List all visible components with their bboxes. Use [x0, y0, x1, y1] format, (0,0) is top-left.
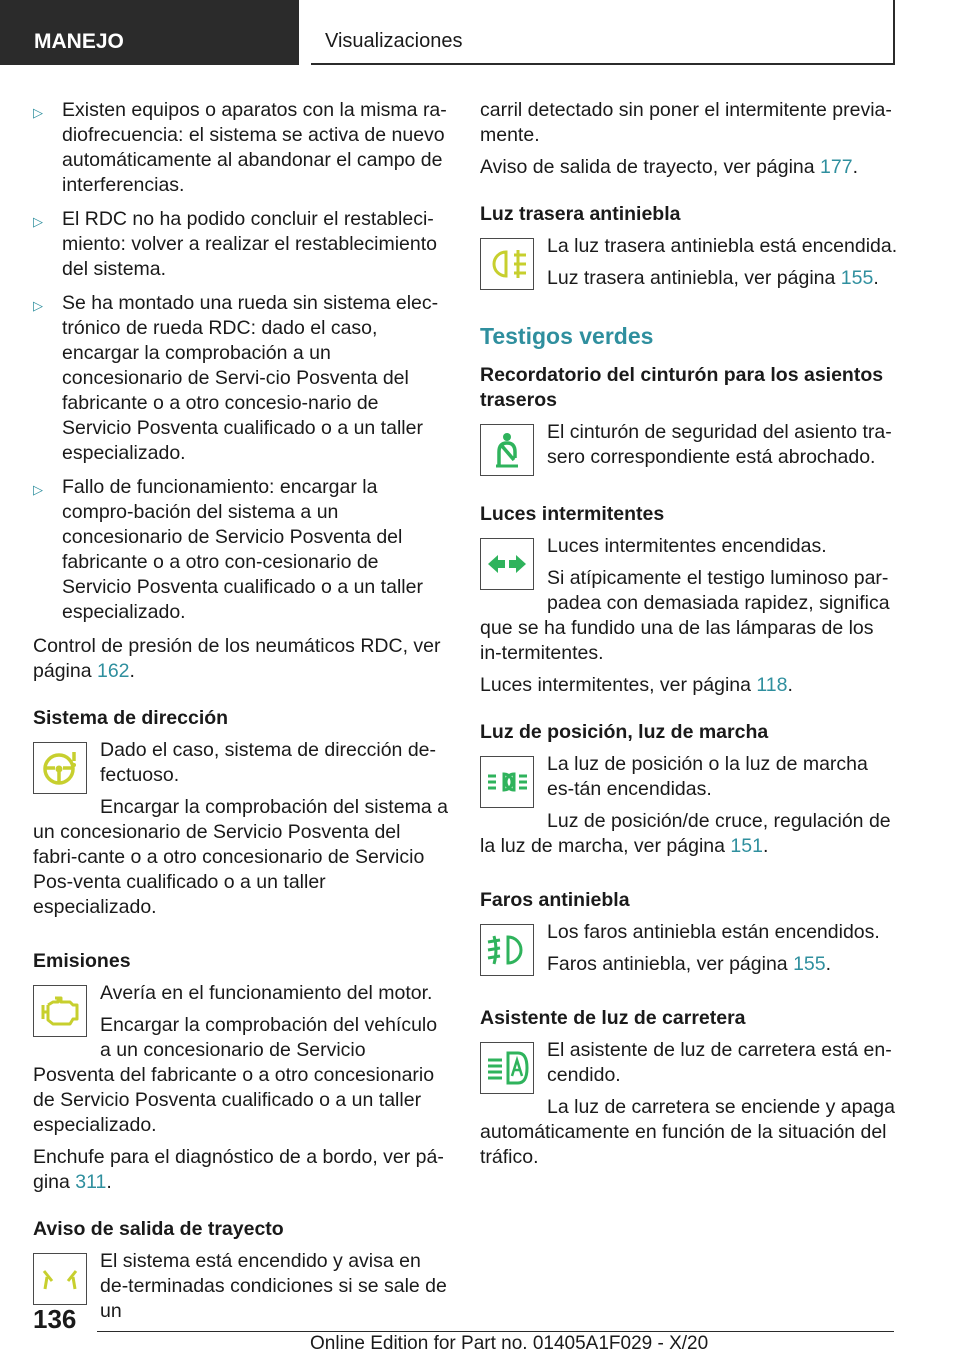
- header-title: Visualizaciones: [311, 0, 895, 65]
- edition-text: Online Edition for Part no. 01405A1F029 - X/20: [310, 1333, 709, 1354]
- position-heading: Luz de posición, luz de marcha: [480, 721, 769, 743]
- highbeam-block: El asistente de luz de carretera está en-cendido. La luz de carretera se enciende y apaga automáticamente en función de la situación del tráfico.: [480, 1039, 895, 1168]
- fog-light-icon: [480, 924, 534, 976]
- position-light-icon: [480, 756, 534, 808]
- page-link[interactable]: 162: [96, 660, 130, 682]
- lane-departure-icon: [33, 1253, 87, 1305]
- lane-heading: Aviso de salida de trayecto: [33, 1218, 284, 1240]
- triangle-bullet-icon: ▷: [33, 214, 43, 229]
- page-link[interactable]: 155: [793, 953, 826, 975]
- steering-warning-icon: [33, 742, 87, 794]
- seatbelt-icon: [480, 424, 534, 476]
- right-column: carril detectado sin poner el intermitente previa-mente. Aviso de salida de trayecto, ver página 177. Luz trasera antiniebla La luz trasera antiniebla está encendida. Luz trasera antiniebla, ver página 155. Testigos verdes Recordatorio del cinturón para los asientos traseros El cinturón de seguridad del asiento tra-sero correspondiente está abrochado. Luces intermitentes Luces intermitentes encendidas. Si atípicamente el testigo luminoso par-padea con demasiada rapidez, significa que se ha fundido una de las lámparas de los in-termitentes. Luces intermitentes, ver página 118. Luz de posición, luz de marcha La luz de posición o la luz de marcha es-tán encendidas. Luz de posición/de cruce, regulación de la luz de marcha, ver página 151. Faros antiniebla Los faros antiniebla están encendidos. Faros antiniebla, ver página 155. Asistente de luz de carretera El asistente de luz de carretera está en-cendido. La luz de carretera se enciende y apaga automáticamente en función de la situación del tráfico.: [480, 98, 898, 1177]
- turn-reference: Luces intermitentes, ver página 118.: [480, 674, 793, 696]
- green-warning-heading: Testigos verdes: [480, 323, 654, 349]
- lane-reference: Aviso de salida de trayecto, ver página 177.: [480, 156, 858, 178]
- high-beam-assistant-icon: [480, 1042, 534, 1094]
- turn-block: Luces intermitentes encendidas. Si atípicamente el testigo luminoso par-padea con demasiada rapidez, significa que se ha fundido una de las lámparas de los in-termitentes.: [480, 535, 890, 664]
- belt-block: El cinturón de seguridad del asiento tra-sero correspondiente está abrochado.: [480, 420, 898, 480]
- triangle-bullet-icon: ▷: [33, 482, 43, 497]
- page-link[interactable]: 118: [756, 674, 788, 696]
- steering-block: Dado el caso, sistema de dirección de-fectuoso. Encargar la comprobación del sistema a un concesionario de Servicio Posventa del fabri-cante o a otro concesionario de Servicio Pos-venta cualificado o a un taller especializado.: [33, 739, 448, 918]
- page-link[interactable]: 177: [820, 156, 853, 178]
- emissions-heading: Emisiones: [33, 950, 131, 972]
- steering-heading: Sistema de dirección: [33, 707, 229, 729]
- rdc-reference: Control de presión de los neumáticos RDC, ver página 162.: [33, 635, 441, 682]
- rear-fog-light-icon: [480, 238, 534, 290]
- header-section: MANEJO: [0, 0, 299, 65]
- footer-divider: [97, 1331, 894, 1332]
- fog-block: Los faros antiniebla están encendidos. Faros antiniebla, ver página 155.: [480, 920, 898, 984]
- position-block: La luz de posición o la luz de marcha es-tán encendidas. Luz de posición/de cruce, regulación de la luz de marcha, ver página 151.: [480, 753, 891, 857]
- page-number: 136: [33, 1304, 77, 1334]
- list-item: ▷ Se ha montado una rueda sin sistema elec-trónico de rueda RDC: dado el caso, encargar la comprobación a un concesionario de Servi-cio Posventa del fabricante o a otro concesio-nario de Servicio Posventa cualificado o a un taller especializado.: [33, 292, 439, 464]
- engine-icon: [33, 985, 87, 1037]
- triangle-bullet-icon: ▷: [33, 105, 43, 120]
- page-link[interactable]: 311: [75, 1171, 107, 1193]
- list-item: ▷ El RDC no ha podido concluir el restableci-miento: volver a realizar el restablecimiento del sistema.: [33, 208, 437, 280]
- rear-fog-heading: Luz trasera antiniebla: [480, 203, 681, 225]
- page-link[interactable]: 151: [730, 835, 763, 857]
- left-column: [33, 98, 449, 1331]
- emissions-block: Avería en el funcionamiento del motor. Encargar la comprobación del vehículo a un concesionario de Servicio Posventa del fabricante o a otro concesionario de Servicio Posventa cualificado o a un taller especializado.: [33, 982, 438, 1136]
- turn-signal-icon: [480, 538, 534, 590]
- highbeam-heading: Asistente de luz de carretera: [480, 1007, 746, 1029]
- lane-block: El sistema está encendido y avisa en de-terminadas condiciones si se sale de un: [33, 1249, 449, 1331]
- fog-heading: Faros antiniebla: [480, 889, 630, 911]
- page-link[interactable]: 155: [840, 267, 874, 289]
- list-item: ▷ Fallo de funcionamiento: encargar la compro-bación del sistema a un concesionario de Servicio Posventa del fabricante o a otro con-cesionario de Servicio Posventa cualificado o a un taller especializado.: [33, 476, 423, 623]
- belt-heading: Recordatorio del cinturón para los asientos traseros: [480, 364, 884, 411]
- diagnosis-reference: Enchufe para el diagnóstico de a bordo, ver pá-gina 311.: [33, 1146, 444, 1193]
- list-item: ▷ Existen equipos o aparatos con la misma ra-diofrecuencia: el sistema se activa de nuevo automáticamente al abandonar el campo de interferencias.: [33, 99, 447, 196]
- triangle-bullet-icon: ▷: [33, 298, 43, 313]
- rear-fog-block: La luz trasera antiniebla está encendida. Luz trasera antiniebla, ver página 155.: [480, 234, 898, 298]
- turn-heading: Luces intermitentes: [480, 503, 665, 525]
